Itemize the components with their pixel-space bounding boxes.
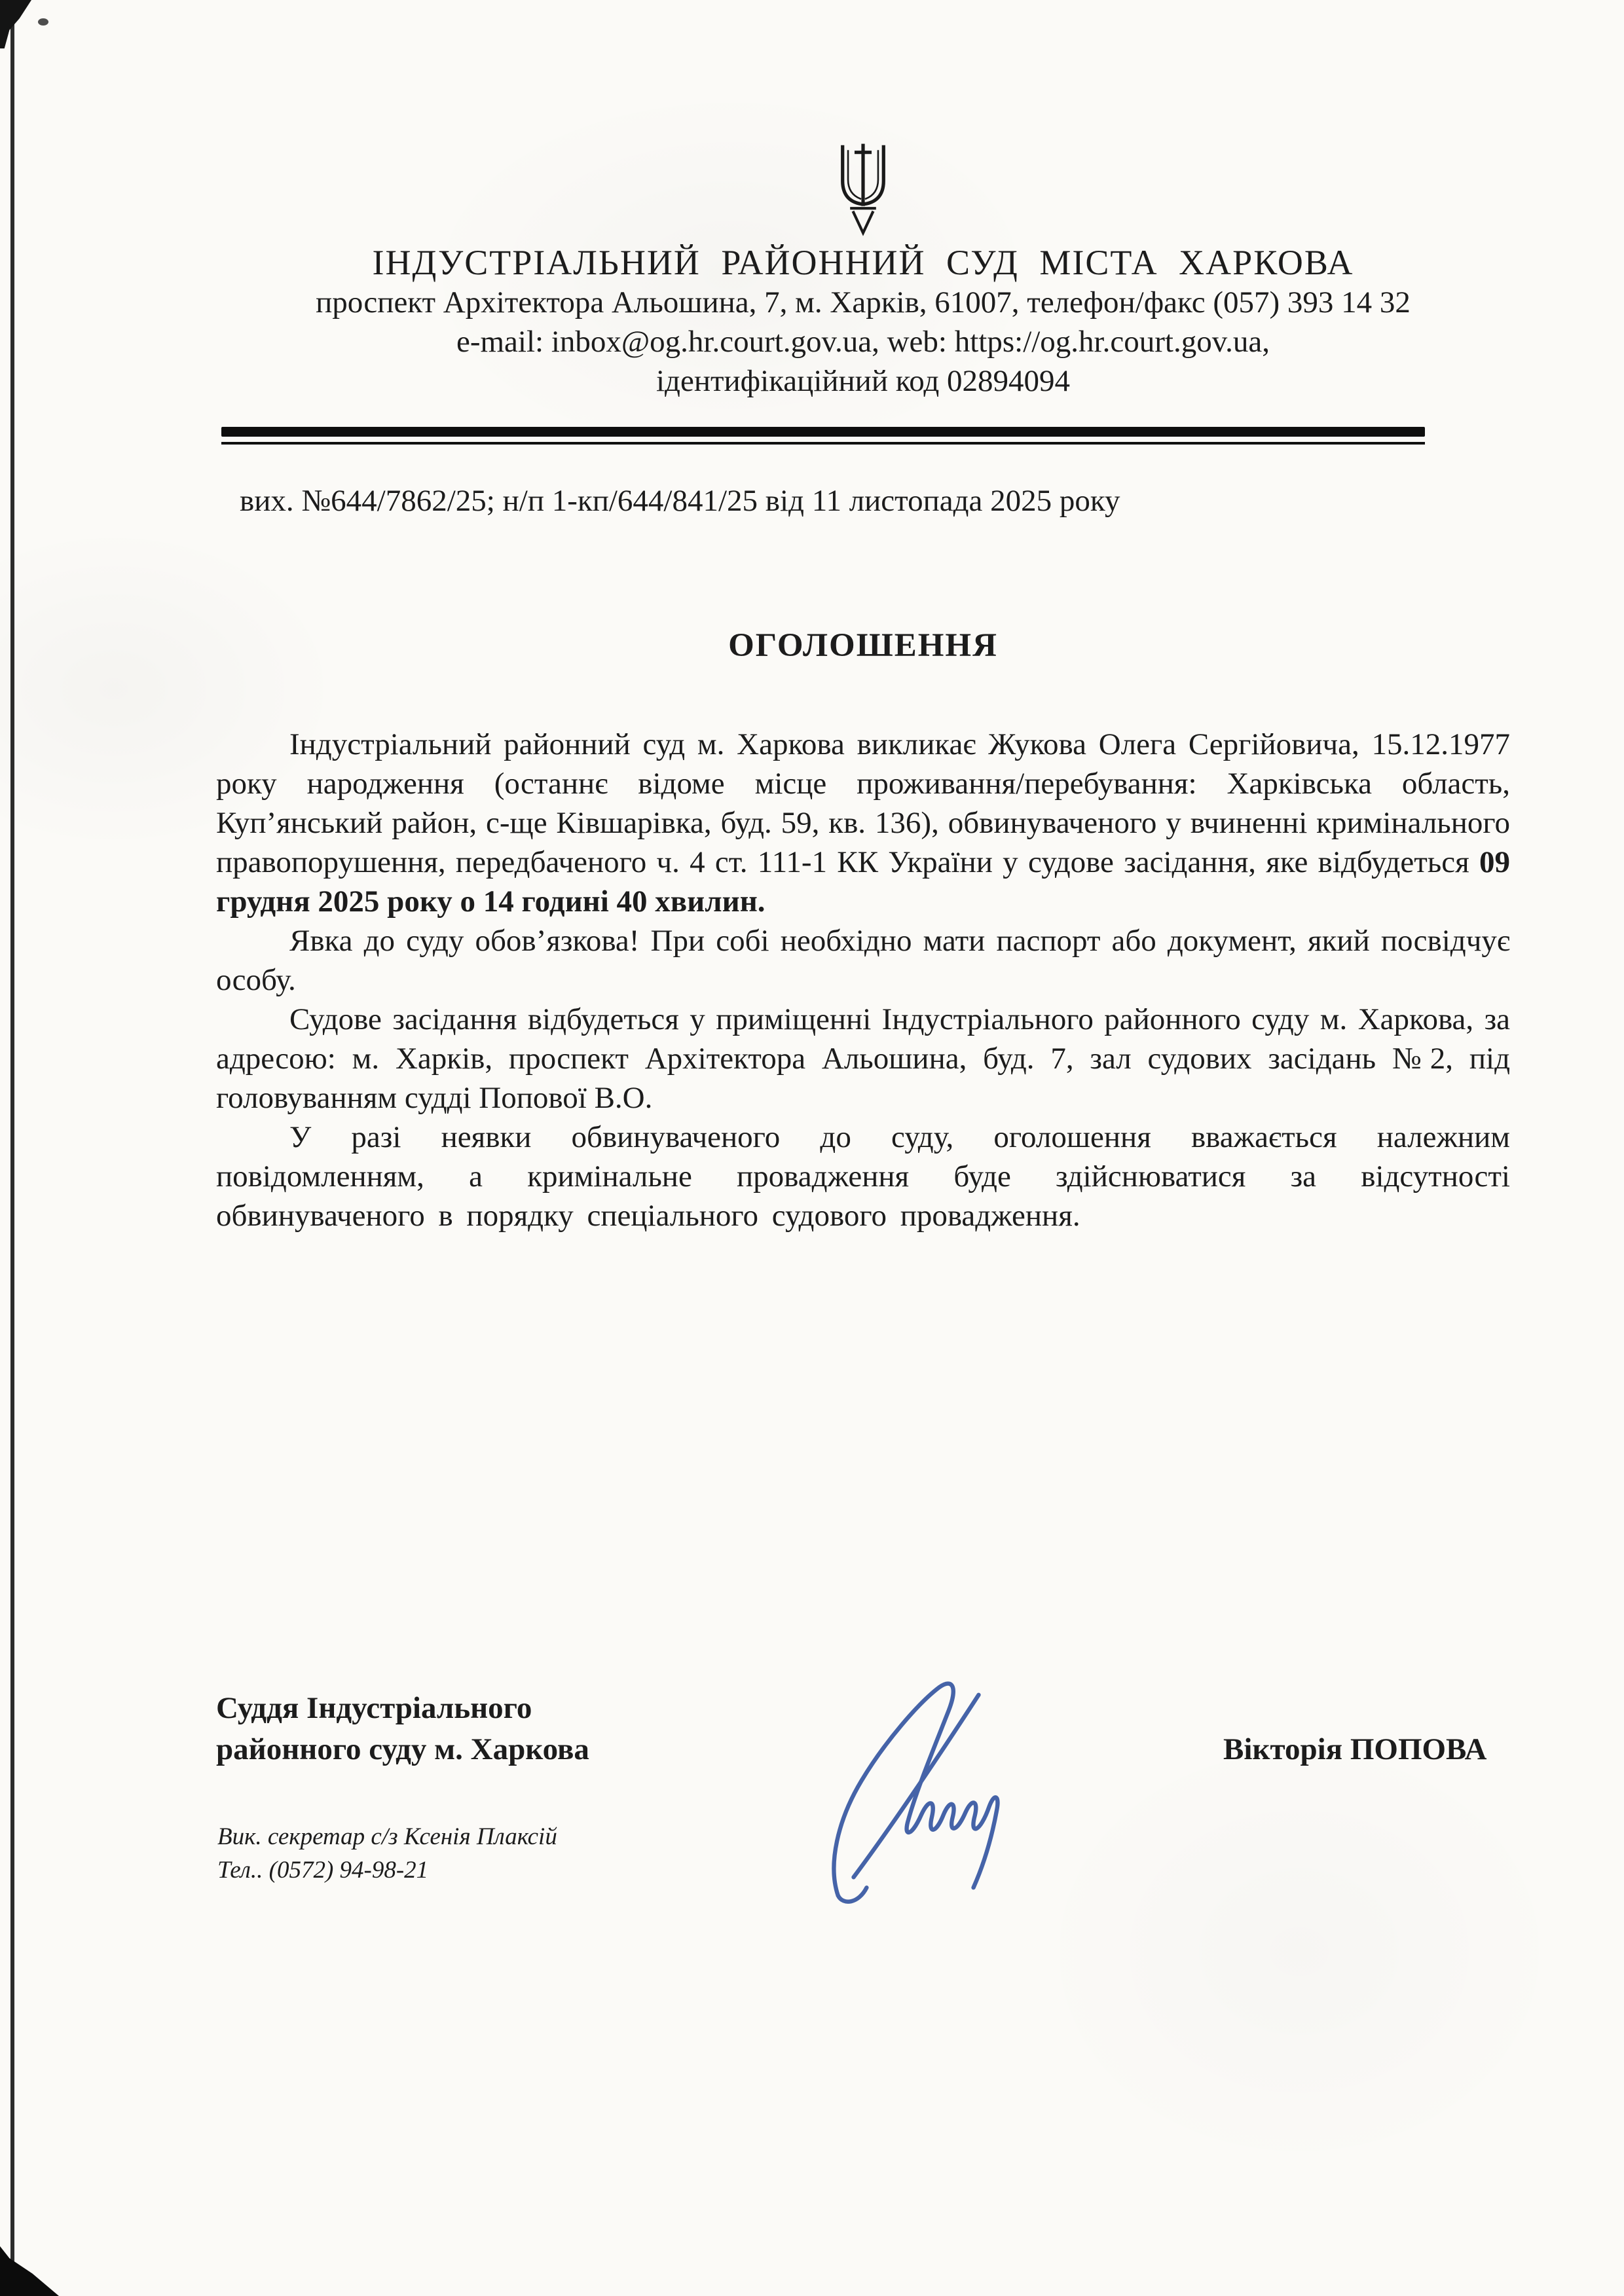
scan-bottom-left-artifact	[0, 2246, 59, 2296]
scan-speck	[38, 18, 48, 26]
judge-title-line2: районного суду м. Харкова	[216, 1732, 589, 1766]
letterhead-divider	[221, 427, 1425, 445]
document-title: ОГОЛОШЕННЯ	[728, 627, 998, 664]
scan-left-edge-line	[10, 0, 14, 2296]
outgoing-reference-line: вих. №644/7862/25; н/п 1-кп/644/841/25 від 11 листопада 2025 року	[240, 484, 1120, 518]
paragraph-attendance: Явка до суду обов’язкова! При собі необхідно мати паспорт або документ, який посвідчує особу.	[216, 924, 1510, 997]
court-contacts: e-mail: inbox@og.hr.court.gov.ua, web: https://og.hr.court.gov.ua,	[456, 325, 1270, 359]
ukraine-trident-emblem-icon	[828, 141, 898, 237]
court-id-code: ідентифікаційний код 02894094	[656, 364, 1070, 398]
judge-title-line1: Суддя Індустріального	[216, 1691, 532, 1725]
court-name: ІНДУСТРІАЛЬНИЙ РАЙОННИЙ СУД МІСТА ХАРКОВА	[372, 243, 1354, 282]
summons-text: Індустріальний районний суд м. Харкова викликає Жукова Олега Сергійовича, 15.12.1977 року народження (останнє відоме місце проживання/перебування: Харківська область, Куп’янський район, с-ще Ківшарівка, буд. 59, кв. 136), обвинуваченого у вчиненні кримінального правопорушення, передбаченого ч. 4 ст. 111-1 КК України у судове засідання, яке відбудеться	[216, 727, 1510, 879]
secretary-line: Вик. секретар с/з Ксенія Плаксій	[217, 1823, 557, 1850]
court-address: проспект Архітектора Альошина, 7, м. Харків, 61007, телефон/факс (057) 393 14 32	[316, 285, 1411, 319]
letterhead	[216, 0, 1510, 401]
divider-thick-line	[221, 427, 1425, 437]
secretary-footer	[217, 1820, 557, 1887]
scan-top-left-artifact	[0, 0, 31, 48]
judge-signature	[811, 1666, 1027, 1914]
hearing-datetime: 09 грудня 2025 року о 14 годині 40 хвилин.	[216, 845, 1510, 919]
paragraph-location: Судове засідання відбудеться у приміщенні Індустріального районного суду м. Харкова, за адресою: м. Харків, проспект Архітектора Альошина, буд. 7, зал судових засідань №2, під головуванням судді Попової В.О.	[216, 1002, 1510, 1115]
paragraph-consequences: У разі неявки обвинуваченого до суду, оголошення вважається належним повідомленням, а кримінальне провадження буде здійснюватися за відсутності обвинуваченого в порядку спеціального судового провадження.	[216, 1120, 1510, 1233]
judge-title-block	[216, 1688, 589, 1770]
divider-thin-line	[221, 442, 1425, 445]
paragraph-summons	[216, 725, 1510, 921]
judge-name: Вікторія ПОПОВА	[1223, 1732, 1487, 1766]
secretary-phone: Тел.. (0572) 94-98-21	[217, 1857, 429, 1884]
document-body	[216, 725, 1510, 1235]
document-content	[216, 0, 1510, 1235]
